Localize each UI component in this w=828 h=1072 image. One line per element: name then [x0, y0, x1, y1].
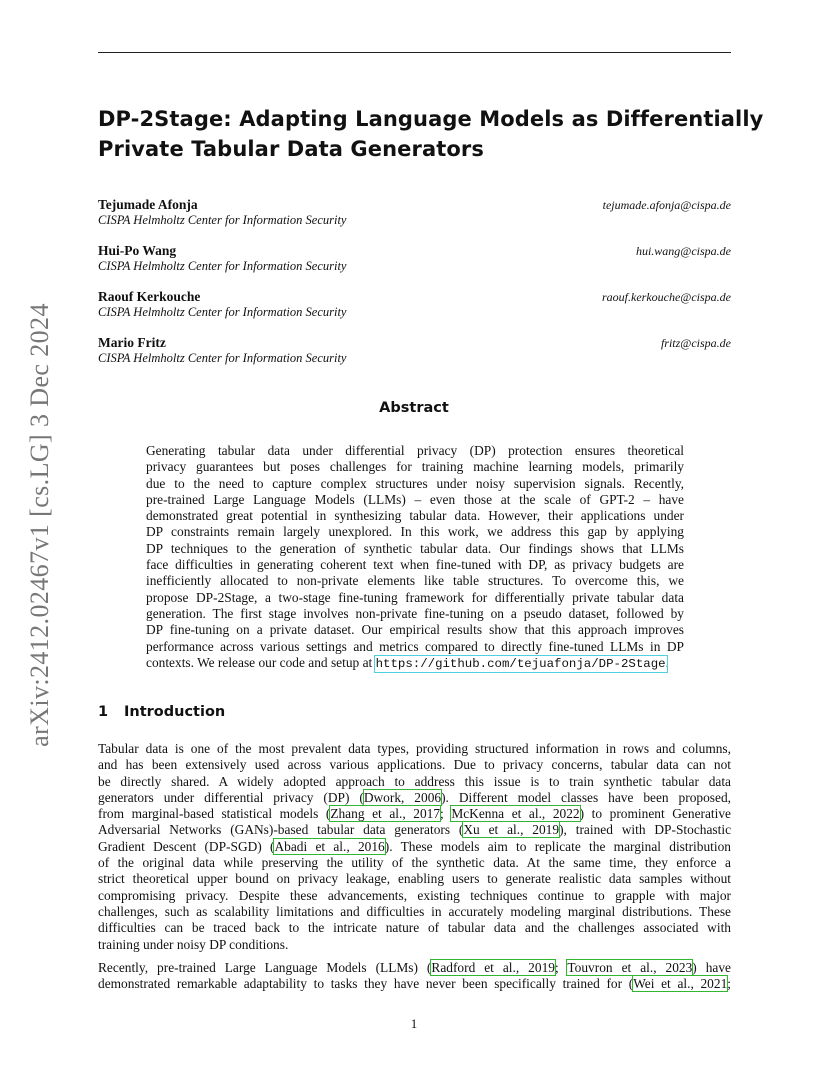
page-number: 1	[410, 1016, 418, 1031]
body-text: Adversarial Networks (GANs)-based tabular data generators (	[98, 822, 464, 838]
author-email[interactable]: fritz@cispa.de	[660, 336, 731, 350]
abstract-line: propose DP-2Stage, a two-stage fine-tuning framework for differentially private tabular data	[146, 589, 684, 605]
section-heading	[98, 704, 225, 720]
body-text: Gradient Descent (DP-SGD) (	[98, 838, 275, 854]
body-line: difficulties can be traced back to the intricate nature of tabular data and the challenges associated with	[98, 920, 731, 936]
body-text: ). Different model classes have been proposed,	[441, 789, 731, 805]
abstract-line	[146, 655, 684, 672]
body-text: ). These models aim to replicate the marginal distribution	[384, 838, 731, 854]
author-name: Tejumade Afonja	[98, 197, 198, 212]
author-name: Hui-Po Wang	[98, 243, 177, 258]
abstract-line: demonstrated great potential in synthesizing tabular data. However, their applications under	[146, 508, 684, 524]
abstract-line: DP constraints remain largely unexplored. In this work, we address this gap by applying	[146, 524, 684, 540]
abstract-last-text: contexts. We release our code and setup at	[146, 654, 376, 670]
abstract-line: generation. The first stage involves non-private fine-tuning on a pseudo dataset, followed by	[146, 605, 684, 621]
title-line-1: DP-2Stage: Adapting Language Models as Differentially	[98, 107, 764, 131]
body-line	[98, 839, 731, 855]
title-line-2: Private Tabular Data Generators	[98, 137, 484, 161]
citation-link[interactable]: Radford et al., 2019	[431, 960, 555, 975]
section-number: 1	[98, 704, 109, 720]
intro-paragraph-1	[98, 741, 731, 953]
abstract-line: due to the need to capture complex structures under noisy supervision signals. Recently,	[146, 475, 684, 491]
citation-link[interactable]: Abadi et al., 2016	[274, 838, 385, 854]
abstract-line: privacy guarantees but poses challenges for training machine learning models, primarily	[146, 459, 684, 475]
body-text: ;	[440, 806, 452, 822]
body-line: challenges, such as scalability limitations and difficulties in accurately modeling marginal distributions. These	[98, 903, 731, 919]
section-title: Introduction	[124, 704, 226, 720]
body-line	[98, 806, 731, 822]
paper-title	[98, 104, 764, 164]
author-name: Mario Fritz	[98, 335, 166, 350]
abstract-line: face difficulties in generating coherent text when fine-tuned with DP, as privacy budgets are	[146, 557, 684, 573]
body-text: ), trained with DP-Stochastic	[559, 822, 732, 838]
body-line	[98, 976, 731, 992]
abstract-last-period: .	[665, 654, 669, 670]
code-url-link[interactable]: https://github.com/tejuafonja/DP-2Stage	[375, 656, 666, 671]
body-line	[98, 790, 731, 806]
author-affiliation: CISPA Helmholtz Center for Information Security	[98, 351, 347, 365]
author-email[interactable]: tejumade.afonja@cispa.de	[602, 198, 731, 212]
citation-link[interactable]: Xu et al., 2019	[463, 822, 560, 838]
abstract-line: DP fine-tuning on a private dataset. Our empirical results show that this approach improves	[146, 622, 684, 638]
body-text: demonstrated remarkable adaptability to tasks they have never been specifically trained for (	[98, 976, 634, 992]
body-line: Tabular data is one of the most prevalent data types, providing structured information in rows and columns,	[98, 741, 731, 756]
body-line: of the original data while preserving the utility of the synthetic data. At the same time, they enforce a	[98, 855, 731, 871]
body-text: from marginal-based statistical models (	[98, 806, 331, 822]
abstract-line: DP techniques to the generation of synthetic tabular data. Our findings shows that LLMs	[146, 540, 684, 556]
abstract-line: performance across various settings and metrics compared to directly fine-tuned LLMs in DP	[146, 638, 684, 654]
body-line: be directly shared. A widely adopted approach to address this issue is to train synthetic tabular data	[98, 773, 731, 789]
body-text: Recently, pre-trained Large Language Models (LLMs) (	[98, 960, 432, 975]
author-name: Raouf Kerkouche	[98, 289, 201, 304]
author-block	[98, 335, 731, 366]
body-line	[98, 960, 731, 976]
body-line: strict theoretical upper bound on privacy leakage, enabling users to generate realistic data samples without	[98, 871, 731, 887]
abstract-line: Generating tabular data under differential privacy (DP) protection ensures theoretical	[146, 443, 684, 458]
citation-link[interactable]: Touvron et al., 2023	[567, 960, 693, 975]
citation-link[interactable]: Wei et al., 2021	[633, 976, 728, 992]
body-text: ) have	[692, 960, 731, 975]
author-block	[98, 243, 731, 274]
body-text: generators under differential privacy (DP) (	[98, 789, 364, 805]
top-rule	[98, 52, 731, 53]
body-text: ;	[727, 976, 731, 992]
body-text: ;	[554, 960, 568, 975]
citation-link[interactable]: Zhang et al., 2017	[330, 806, 441, 822]
body-line: compromising privacy. Despite these advancements, existing techniques continue to grapple with major	[98, 887, 731, 903]
body-line: and has been extensively used across various applications. Due to privacy concerns, tabular data can not	[98, 757, 731, 773]
body-line: training under noisy DP conditions.	[98, 936, 289, 952]
author-affiliation: CISPA Helmholtz Center for Information Security	[98, 305, 347, 319]
author-affiliation: CISPA Helmholtz Center for Information Security	[98, 259, 347, 273]
author-block	[98, 289, 731, 320]
abstract-text	[146, 443, 684, 672]
arxiv-sidebar-label: arXiv:2412.02467v1 [cs.LG] 3 Dec 2024	[25, 303, 54, 747]
citation-link[interactable]: McKenna et al., 2022	[451, 806, 580, 822]
citation-link[interactable]: Dwork, 2006	[363, 789, 442, 805]
author-email[interactable]: raouf.kerkouche@cispa.de	[602, 290, 731, 304]
abstract-heading: Abstract	[379, 400, 449, 416]
author-affiliation: CISPA Helmholtz Center for Information Security	[98, 213, 347, 227]
author-block	[98, 197, 731, 228]
abstract-line: pre-trained Large Language Models (LLMs) – even those at the scale of GPT-2 – have	[146, 491, 684, 507]
author-email[interactable]: hui.wang@cispa.de	[635, 244, 731, 258]
abstract-line: inefficiently allocated to non-private elements like table structures. To overcome this, we	[146, 573, 684, 589]
body-line	[98, 822, 731, 838]
intro-paragraph-2	[98, 960, 731, 993]
body-text: ) to prominent Generative	[579, 806, 731, 822]
